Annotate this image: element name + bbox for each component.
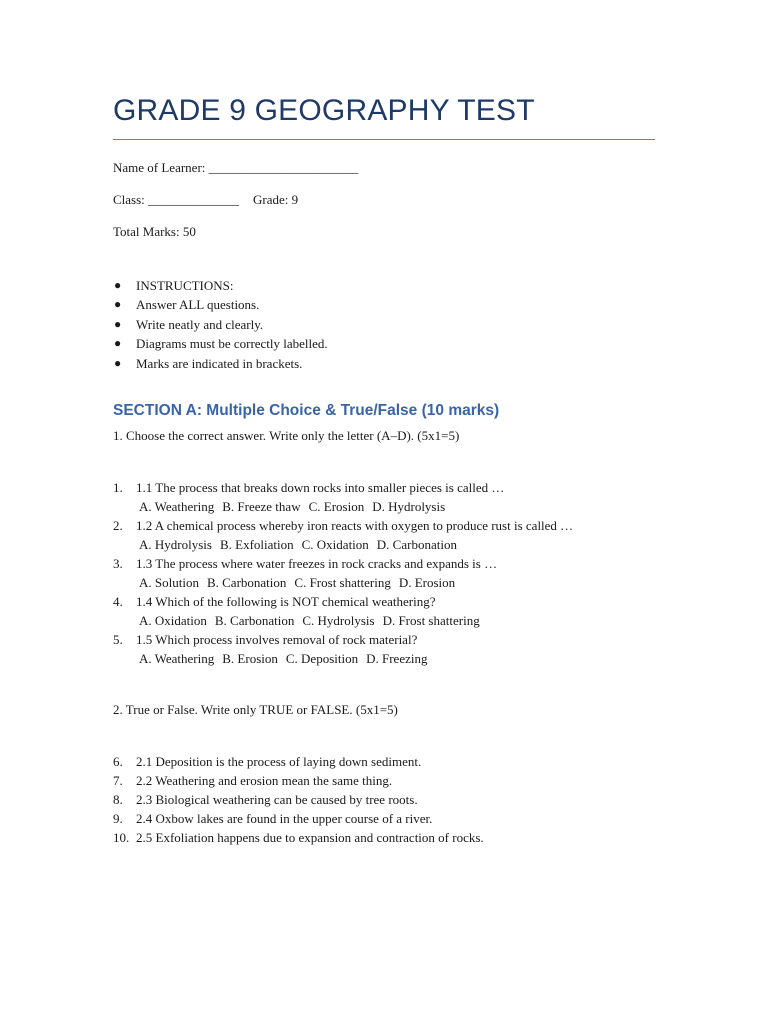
grade-field: Grade: 9 [253, 192, 299, 207]
answer-options: A. Weathering B. Erosion C. Deposition D. Freezing [139, 651, 428, 666]
part1-instruction: 1. Choose the correct answer. Write only the letter (A–D). (5x1=5) [113, 428, 460, 443]
mcq-item: 4. 1.4 Which of the following is NOT chemical weathering? A. Oxidation B. Carbonation C. Hydrolysis D. Frost shattering [113, 592, 573, 630]
question-text: 1.4 Which of the following is NOT chemical weathering? [136, 594, 436, 609]
bullet-icon: ● [114, 355, 122, 370]
answer-options: A. Solution B. Carbonation C. Frost shattering D. Erosion [139, 575, 456, 590]
question-text: 1.3 The process where water freezes in rock cracks and expands is … [136, 556, 498, 571]
mcq-item: 3. 1.3 The process where water freezes in rock cracks and expands is … A. Solution B. Carbonation C. Frost shattering D. Erosion [113, 554, 573, 592]
tf-item: 7. 2.2 Weathering and erosion mean the same thing. [113, 773, 393, 788]
list-item: ● Diagrams must be correctly labelled. [113, 334, 328, 353]
bullet-icon: ● [114, 278, 122, 292]
class-field: Class: ______________ [113, 192, 240, 207]
total-marks: Total Marks: 50 [113, 224, 196, 239]
bullet-icon: ● [114, 316, 122, 331]
tf-item: 10. 2.5 Exfoliation happens due to expansion and contraction of rocks. [113, 830, 484, 845]
part2-instruction: 2. True or False. Write only TRUE or FALSE. (5x1=5) [113, 702, 398, 717]
question-text: 1.2 A chemical process whereby iron reacts with oxygen to produce rust is called … [136, 518, 574, 533]
learner-name-field: Name of Learner: _______________________ [113, 160, 359, 175]
page-title: GRADE 9 GEOGRAPHY TEST [113, 94, 535, 127]
answer-options: A. Weathering B. Freeze thaw C. Erosion D. Hydrolysis [139, 499, 446, 514]
mcq-item: 1. 1.1 The process that breaks down rocks into smaller pieces is called … A. Weathering B. Freeze thaw C. Erosion D. Hydrolysis [113, 478, 573, 516]
list-item: ● Marks are indicated in brackets. [113, 354, 328, 373]
list-item: ● INSTRUCTIONS: [113, 276, 328, 295]
answer-options: A. Hydrolysis B. Exfoliation C. Oxidation D. Carbonation [139, 537, 457, 552]
tf-item: 9. 2.4 Oxbow lakes are found in the upper course of a river. [113, 811, 433, 826]
bullet-icon: ● [114, 336, 122, 351]
mcq-item: 2. 1.2 A chemical process whereby iron reacts with oxygen to produce rust is called … A. Hydrolysis B. Exfoliation C. Oxidation D. Carbonation [113, 518, 574, 552]
mcq-item: 5. 1.5 Which process involves removal of rock material? A. Weathering B. Erosion C. Deposition D. Freezing [113, 630, 573, 668]
title-underline [113, 139, 655, 140]
class-grade-line [113, 192, 298, 208]
section-a-heading: SECTION A: Multiple Choice & True/False (10 marks) [113, 402, 500, 419]
bullet-icon: ● [114, 297, 122, 312]
list-item: ● Answer ALL questions. [113, 295, 328, 314]
question-text: 1.5 Which process involves removal of rock material? [136, 632, 418, 647]
instructions-list [113, 276, 328, 373]
tf-item: 8. 2.3 Biological weathering can be caused by tree roots. [113, 792, 418, 807]
question-text: 1.1 The process that breaks down rocks into smaller pieces is called … [136, 480, 505, 495]
true-false-list [113, 752, 484, 847]
tf-item: 6. 2.1 Deposition is the process of laying down sediment. [113, 754, 422, 769]
list-item: ● Write neatly and clearly. [113, 315, 328, 334]
answer-options: A. Oxidation B. Carbonation C. Hydrolysis D. Frost shattering [139, 613, 480, 628]
mcq-list [113, 478, 573, 668]
